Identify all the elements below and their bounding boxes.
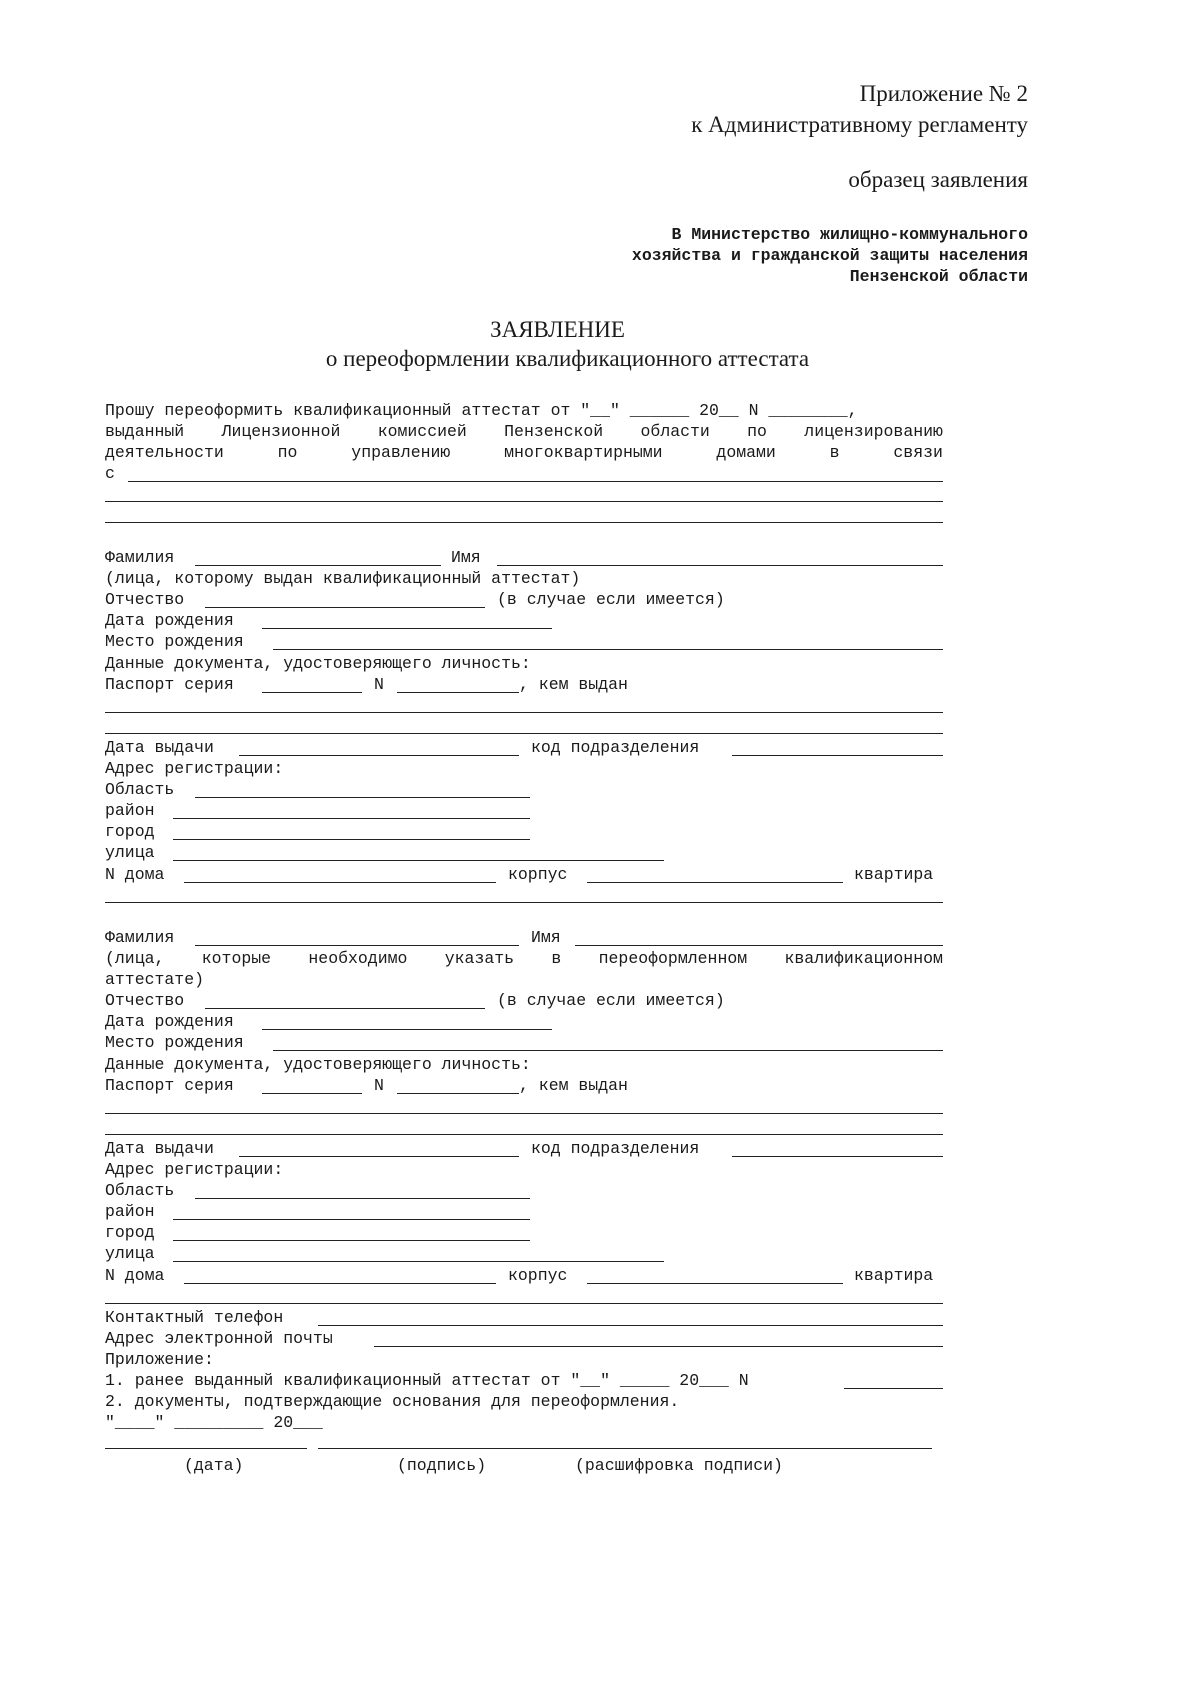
phone-field[interactable] — [318, 1325, 943, 1326]
issued-by-field-line-1[interactable] — [105, 712, 943, 713]
new-dept-code-label: код подразделения — [531, 1139, 700, 1158]
intro-line-1: Прошу переоформить квалификационный аттестат от "__" ______ 20__ N ________, — [105, 401, 858, 420]
signature-decode-caption: (расшифровка подписи) — [575, 1456, 783, 1475]
phone-label: Контактный телефон — [105, 1308, 284, 1327]
new-district-label: район — [105, 1202, 155, 1221]
new-birth-place-field[interactable] — [273, 1050, 943, 1051]
new-surname-field[interactable] — [195, 945, 519, 946]
new-passport-number-label: N — [374, 1076, 384, 1095]
new-house-label: N дома — [105, 1266, 165, 1285]
new-issued-by-field-line-2[interactable] — [105, 1134, 943, 1135]
new-birth-date-label: Дата рождения — [105, 1012, 234, 1031]
new-apartment-label: квартира — [854, 1266, 934, 1285]
passport-series-field[interactable] — [262, 692, 362, 693]
reason-field-line-2[interactable] — [105, 501, 943, 502]
attachment-1: 1. ранее выданный квалификационный аттестат от "__" _____ 20___ N — [105, 1371, 749, 1390]
street-label: улица — [105, 843, 155, 862]
addressee-line-3: Пензенской области — [849, 267, 1028, 286]
date-signature-line[interactable] — [105, 1448, 307, 1449]
id-document-label: Данные документа, удостоверяющего личность: — [105, 654, 531, 673]
holder-note: (лица, которому выдан квалификационный аттестат) — [105, 569, 581, 588]
document-title: ЗАЯВЛЕНИЕ — [490, 317, 625, 342]
sample-label: образец заявления — [848, 167, 1028, 192]
signature-caption: (подпись) — [397, 1456, 487, 1475]
birth-place-field[interactable] — [273, 649, 943, 650]
attachment-label: Приложение: — [105, 1350, 214, 1369]
dept-code-label: код подразделения — [531, 738, 700, 757]
addressee-line-1: В Министерство жилищно-коммунального — [671, 225, 1028, 244]
birth-date-field[interactable] — [262, 628, 552, 629]
appendix-number: Приложение № 2 — [859, 81, 1028, 106]
new-issue-date-label: Дата выдачи — [105, 1139, 214, 1158]
reason-field-line-1[interactable] — [128, 481, 943, 482]
new-patronymic-label: Отчество — [105, 991, 185, 1010]
email-field[interactable] — [374, 1346, 943, 1347]
new-issue-date-field[interactable] — [239, 1156, 519, 1157]
email-label: Адрес электронной почты — [105, 1329, 333, 1348]
attachment-2: 2. документы, подтверждающие основания для переоформления. — [105, 1392, 680, 1411]
region-label: Область — [105, 780, 175, 799]
new-patronymic-note: (в случае если имеется) — [497, 991, 725, 1010]
apartment-field[interactable] — [105, 902, 943, 903]
new-city-label: город — [105, 1223, 155, 1242]
new-building-field[interactable] — [587, 1283, 843, 1284]
patronymic-label: Отчество — [105, 590, 185, 609]
new-house-field[interactable] — [184, 1283, 496, 1284]
dept-code-field[interactable] — [732, 755, 943, 756]
intro-line-2: выданный Лицензионной комиссией Пензенской области по лицензированию — [105, 422, 943, 441]
new-id-document-label: Данные документа, удостоверяющего личность: — [105, 1055, 531, 1074]
new-issued-by-label: , кем выдан — [519, 1076, 628, 1095]
new-street-label: улица — [105, 1244, 155, 1263]
patronymic-field[interactable] — [205, 607, 485, 608]
new-building-label: корпус — [508, 1266, 568, 1285]
city-field[interactable] — [173, 839, 530, 840]
new-apartment-field[interactable] — [105, 1303, 943, 1304]
passport-number-label: N — [374, 675, 384, 694]
city-label: город — [105, 822, 155, 841]
new-region-label: Область — [105, 1181, 175, 1200]
attachment-1-number-field[interactable] — [844, 1388, 943, 1389]
house-label: N дома — [105, 865, 165, 884]
patronymic-note: (в случае если имеется) — [497, 590, 725, 609]
passport-series-label: Паспорт серия — [105, 675, 234, 694]
new-passport-series-field[interactable] — [262, 1093, 362, 1094]
birth-place-label: Место рождения — [105, 632, 244, 651]
surname-field[interactable] — [195, 565, 441, 566]
new-city-field[interactable] — [173, 1240, 530, 1241]
region-field[interactable] — [195, 797, 530, 798]
addressee-line-2: хозяйства и гражданской защиты населения — [631, 246, 1028, 265]
issue-date-label: Дата выдачи — [105, 738, 214, 757]
document-subtitle: о переоформлении квалификационного аттестата — [325, 346, 810, 371]
issued-by-label: , кем выдан — [519, 675, 628, 694]
apartment-label: квартира — [854, 865, 934, 884]
building-label: корпус — [508, 865, 568, 884]
name-field[interactable] — [497, 565, 943, 566]
new-passport-number-field[interactable] — [397, 1093, 519, 1094]
signature-line[interactable] — [318, 1448, 932, 1449]
date-line: "____" _________ 20___ — [105, 1413, 323, 1432]
issue-date-field[interactable] — [239, 755, 519, 756]
new-dept-code-field[interactable] — [732, 1156, 943, 1157]
intro-line-3: деятельности по управлению многоквартирными домами в связи — [105, 443, 943, 462]
passport-number-field[interactable] — [397, 692, 519, 693]
name-label: Имя — [451, 548, 481, 567]
new-name-field[interactable] — [575, 945, 943, 946]
new-district-field[interactable] — [173, 1219, 530, 1220]
new-holder-note-cont: аттестате) — [105, 970, 205, 989]
regulation-reference: к Административному регламенту — [691, 112, 1028, 137]
intro-line-4: с — [105, 464, 115, 483]
new-street-field[interactable] — [173, 1261, 664, 1262]
reg-address-label: Адрес регистрации: — [105, 759, 284, 778]
house-field[interactable] — [184, 882, 496, 883]
building-field[interactable] — [587, 882, 843, 883]
surname-label: Фамилия — [105, 548, 175, 567]
new-region-field[interactable] — [195, 1198, 530, 1199]
new-surname-label: Фамилия — [105, 928, 175, 947]
issued-by-field-line-2[interactable] — [105, 733, 943, 734]
new-issued-by-field-line-1[interactable] — [105, 1113, 943, 1114]
date-caption: (дата) — [184, 1456, 244, 1475]
new-name-label: Имя — [531, 928, 561, 947]
district-field[interactable] — [173, 818, 530, 819]
new-birth-place-label: Место рождения — [105, 1033, 244, 1052]
new-patronymic-field[interactable] — [205, 1008, 485, 1009]
street-field[interactable] — [173, 860, 664, 861]
new-passport-series-label: Паспорт серия — [105, 1076, 234, 1095]
birth-date-label: Дата рождения — [105, 611, 234, 630]
new-holder-note: (лица, которые необходимо указать в переоформленном квалификационном — [105, 949, 943, 968]
district-label: район — [105, 801, 155, 820]
reason-field-line-3[interactable] — [105, 522, 943, 523]
new-reg-address-label: Адрес регистрации: — [105, 1160, 284, 1179]
new-birth-date-field[interactable] — [262, 1029, 552, 1030]
